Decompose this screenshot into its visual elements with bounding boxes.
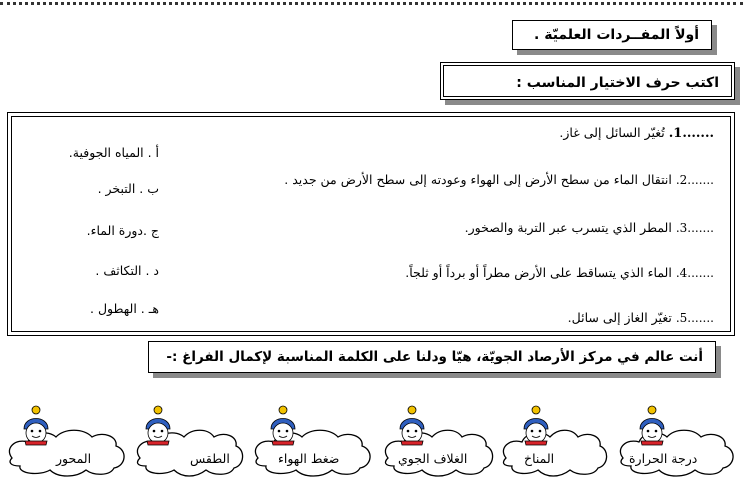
word-3-label: الغلاف الجوي: [398, 451, 468, 466]
question-3: [465, 220, 714, 235]
word-2-label: المناخ: [524, 451, 555, 466]
snowman-mascot-icon: [632, 405, 672, 451]
question-3-text: المطر الذي يتسرب عبر التربة والصخور.: [464, 220, 672, 235]
instruction-box: [440, 62, 735, 100]
snowman-mascot-icon: [392, 405, 432, 451]
snowman-mascot-icon: [16, 405, 56, 451]
question-2-blank[interactable]: .......2.: [675, 173, 714, 187]
word-4-label: ضغط الهواء: [278, 451, 340, 466]
option-d: د . التكاثف .: [95, 263, 159, 278]
snowman-mascot-icon: [516, 405, 556, 451]
word-1-label: درجة الحرارة: [629, 451, 698, 466]
matching-box: [7, 112, 735, 336]
question-3-blank[interactable]: .......3.: [675, 221, 714, 235]
word-5-label: الطقس: [190, 451, 230, 466]
word-6-label: المحور: [56, 451, 92, 466]
question-4: [405, 265, 714, 280]
question-1-text: تُغيّر السائل إلى غاز.: [559, 125, 665, 140]
question-5-text: تغيّر الغاز إلى سائل.: [567, 310, 672, 325]
fill-blank-title-box: [148, 341, 716, 373]
snowman-mascot-icon: [138, 405, 178, 451]
question-4-blank[interactable]: .......4.: [675, 266, 714, 280]
option-a: أ . المياه الجوفية.: [68, 145, 159, 160]
option-b: ب . التبخر .: [97, 181, 159, 196]
instruction-text: اكتب حرف الاختيار المناسب :: [516, 75, 719, 91]
question-2: [284, 172, 714, 187]
snowman-mascot-icon: [263, 405, 303, 451]
question-5-blank[interactable]: .......5.: [675, 311, 714, 325]
question-1: [559, 125, 714, 141]
question-5: [568, 310, 714, 325]
option-c: ج .دورة الماء.: [86, 223, 159, 238]
dotted-separator: [0, 2, 743, 5]
question-1-blank[interactable]: .......1.: [668, 126, 714, 141]
question-4-text: الماء الذي يتساقط على الأرض مطراً أو برداً أو ثلجاً.: [405, 265, 672, 280]
question-2-text: انتقال الماء من سطح الأرض إلى الهواء وعودته إلى سطح الأرض من جديد .: [284, 172, 672, 187]
section-title: أولاً المفــردات العلميّة .: [534, 27, 699, 43]
option-e: هـ . الهطول .: [90, 301, 159, 316]
section-title-box: [512, 20, 712, 50]
fill-blank-title: أنت عالم في مركز الأرصاد الجويّة، هيّا ودلنا على الكلمة المناسبة لإكمال الفراغ :-: [166, 349, 703, 365]
